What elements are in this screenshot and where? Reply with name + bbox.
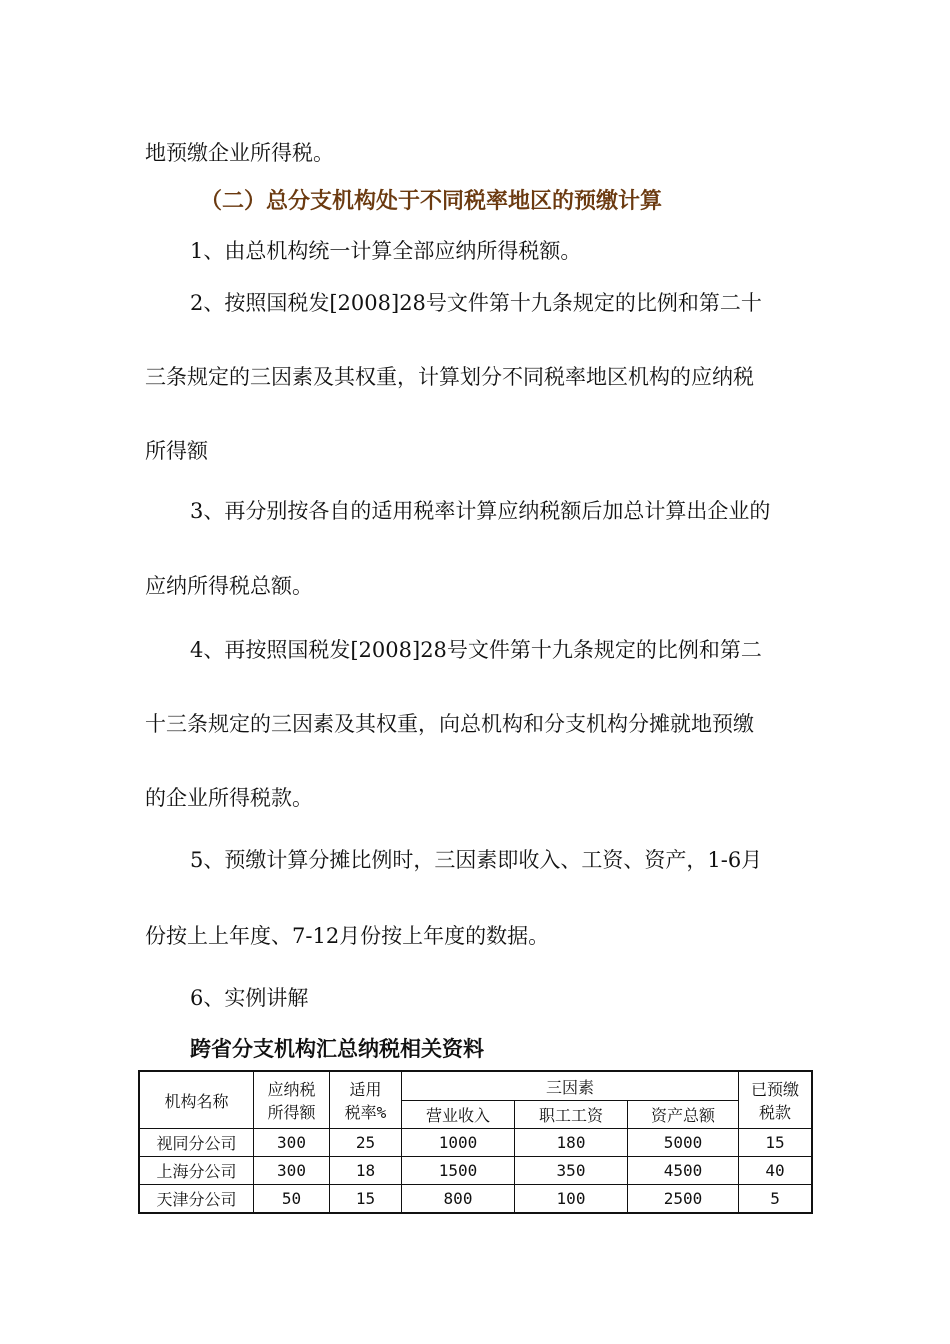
paragraph-item-5-line-2: 份按上上年度、7-12月份按上年度的数据。 — [145, 924, 550, 948]
cell-wages: 350 — [515, 1157, 628, 1185]
header-three-factors: 三因素 — [402, 1072, 739, 1101]
table-row — [140, 1157, 812, 1185]
cell-taxable: 300 — [254, 1157, 330, 1185]
paragraph-item-3-line-1: 3、再分别按各自的适用税率计算应纳税额后加总计算出企业的 — [190, 499, 771, 523]
header-assets: 资产总额 — [628, 1101, 739, 1129]
cell-rate: 25 — [330, 1129, 402, 1157]
cell-revenue: 1000 — [402, 1129, 515, 1157]
header-tax-rate: 适用 税率% — [330, 1072, 402, 1129]
cell-prepaid: 40 — [739, 1157, 812, 1185]
header-name: 机构名称 — [140, 1072, 254, 1129]
paragraph-item-1: 1、由总机构统一计算全部应纳所得税额。 — [190, 239, 582, 263]
paragraph-item-4-line-1: 4、再按照国税发[2008]28号文件第十九条规定的比例和第二 — [190, 638, 762, 662]
cell-wages: 100 — [515, 1185, 628, 1213]
cell-assets: 2500 — [628, 1185, 739, 1213]
table-title: 跨省分支机构汇总纳税相关资料 — [190, 1036, 484, 1061]
tax-data-table — [139, 1071, 812, 1213]
paragraph-item-6: 6、实例讲解 — [190, 986, 309, 1010]
header-prepaid-tax: 已预缴 税款 — [739, 1072, 812, 1129]
header-wages: 职工工资 — [515, 1101, 628, 1129]
paragraph-item-4-line-3: 的企业所得税款。 — [145, 786, 313, 810]
cell-prepaid: 15 — [739, 1129, 812, 1157]
paragraph-continuation: 地预缴企业所得税。 — [145, 141, 334, 165]
paragraph-item-5-line-1: 5、预缴计算分摊比例时，三因素即收入、工资、资产，1-6月 — [190, 848, 763, 872]
cell-wages: 180 — [515, 1129, 628, 1157]
cell-rate: 15 — [330, 1185, 402, 1213]
cell-name: 天津分公司 — [140, 1185, 254, 1213]
cell-revenue: 1500 — [402, 1157, 515, 1185]
table-row — [140, 1129, 812, 1157]
cell-prepaid: 5 — [739, 1185, 812, 1213]
cell-name: 上海分公司 — [140, 1157, 254, 1185]
section-heading: （二）总分支机构处于不同税率地区的预缴计算 — [200, 188, 663, 214]
paragraph-item-2-line-3: 所得额 — [145, 439, 208, 463]
cell-taxable: 300 — [254, 1129, 330, 1157]
header-revenue: 营业收入 — [402, 1101, 515, 1129]
cell-revenue: 800 — [402, 1185, 515, 1213]
cell-assets: 4500 — [628, 1157, 739, 1185]
cell-name: 视同分公司 — [140, 1129, 254, 1157]
paragraph-item-2-line-2: 三条规定的三因素及其权重，计算划分不同税率地区机构的应纳税 — [145, 365, 754, 389]
table-row — [140, 1185, 812, 1213]
paragraph-item-4-line-2: 十三条规定的三因素及其权重，向总机构和分支机构分摊就地预缴 — [145, 712, 754, 736]
cell-assets: 5000 — [628, 1129, 739, 1157]
cell-rate: 18 — [330, 1157, 402, 1185]
header-taxable-income: 应纳税 所得额 — [254, 1072, 330, 1129]
cell-taxable: 50 — [254, 1185, 330, 1213]
paragraph-item-3-line-2: 应纳所得税总额。 — [145, 574, 313, 598]
paragraph-item-2-line-1: 2、按照国税发[2008]28号文件第十九条规定的比例和第二十 — [190, 291, 762, 315]
